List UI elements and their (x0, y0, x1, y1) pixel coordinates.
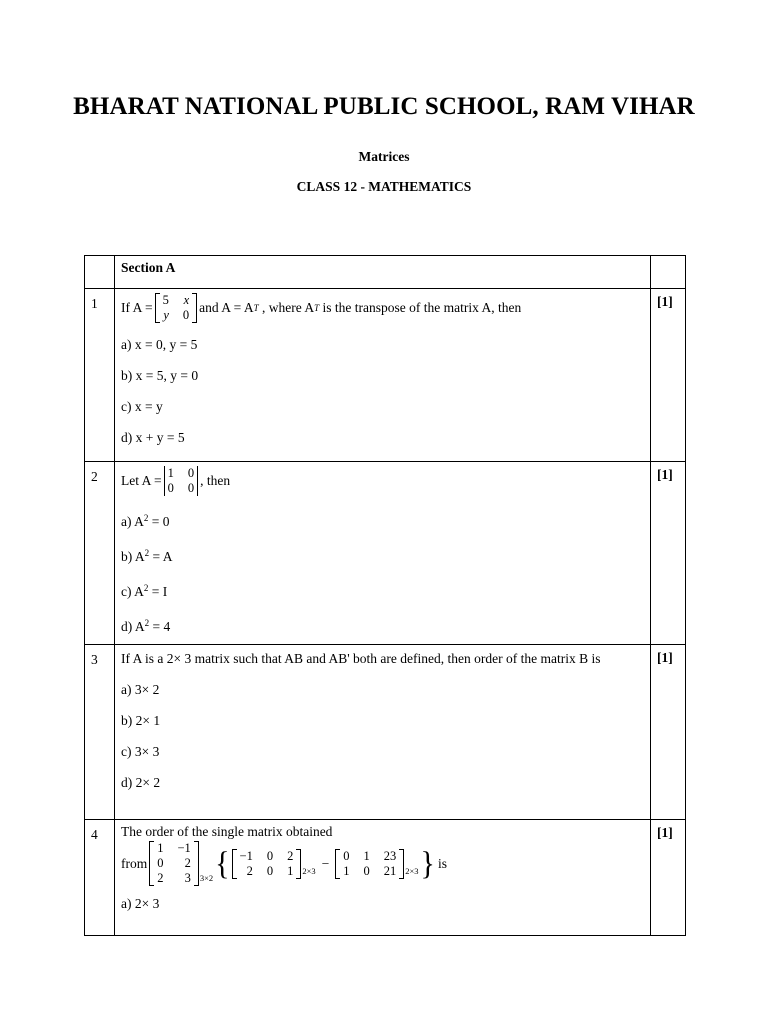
option: b) 2× 1 (121, 713, 161, 728)
question-stem: The order of the single matrix obtained (121, 824, 333, 839)
empty-cell (651, 256, 686, 289)
option: d) $A^2 = 4$ (121, 618, 171, 634)
option: c) 3× 3 (121, 744, 160, 759)
question-table (84, 255, 686, 936)
question-stem: If A is a 2× 3 matrix such that AB and AB' both are defined, then order of the matrix B is (121, 651, 601, 666)
matrix-3: 0 1 23 1 0 21 2×3 (335, 849, 418, 879)
order-subscript: 2×3 (302, 865, 316, 876)
option: d) 2× 2 (121, 775, 161, 790)
question-body (115, 289, 651, 462)
question-number: 1 (85, 289, 115, 462)
option: b) $A^2 = A$ (121, 548, 173, 564)
stem-text: Let A = (121, 473, 162, 488)
matrix-a (155, 293, 198, 323)
option: a) $A^2 = 0$ (121, 513, 170, 529)
section-heading: Section A (115, 256, 651, 289)
question-body (115, 820, 651, 936)
option: a) 3× 2 (121, 682, 160, 697)
right-brace: } (420, 844, 435, 882)
matrix-1: 1 −1 0 2 2 3 3×2 (149, 841, 213, 886)
stem-text: from (121, 855, 148, 871)
matrix-cell: y (163, 308, 169, 322)
stem-text: is the transpose of the matrix A, then (322, 300, 522, 315)
topic-title: Matrices (358, 149, 410, 164)
question-body (115, 462, 651, 645)
question-row (85, 289, 686, 462)
option: b) x = 5, y = 0 (121, 368, 199, 383)
question-row (85, 820, 686, 936)
stem-text: , where A (262, 300, 315, 315)
marks: [1] (651, 462, 686, 645)
option: a) 2× 3 (121, 896, 160, 911)
matrix-cell: 0 (187, 481, 195, 495)
marks: [1] (651, 820, 686, 936)
superscript: T (253, 303, 259, 313)
matrix-cell: 1 (167, 466, 174, 480)
matrix-cell: x (183, 293, 190, 307)
class-title: CLASS 12 - MATHEMATICS (296, 179, 472, 194)
matrix-cell: 0 (187, 466, 195, 480)
stem-text: is (437, 855, 447, 871)
question-row (85, 645, 686, 820)
question-number: 3 (85, 645, 115, 820)
order-subscript: 2×3 (405, 865, 419, 876)
question-body (115, 645, 651, 820)
marks: [1] (651, 645, 686, 820)
question-stem (121, 466, 644, 496)
question-stem (121, 293, 644, 323)
school-name: BHARAT NATIONAL PUBLIC SCHOOL, RAM VIHAR (73, 93, 695, 120)
matrix-cell: 5 (162, 293, 169, 307)
superscript: T (314, 303, 320, 313)
marks: [1] (651, 289, 686, 462)
option: c) $A^2 = I$ (121, 583, 168, 599)
stem-text: and A = A (199, 300, 254, 315)
stem-text: , then (200, 473, 231, 488)
stem-text: If A = (121, 300, 153, 315)
matrix-cell: 0 (167, 481, 174, 495)
question-number: 2 (85, 462, 115, 645)
matrix-2: −1 0 2 2 0 1 2×3 (232, 849, 316, 879)
option: d) x + y = 5 (121, 430, 185, 445)
matrix-cell: 0 (182, 308, 190, 322)
question-row (85, 462, 686, 645)
left-brace: { (215, 844, 230, 882)
minus-sign: − (321, 855, 330, 871)
matrix-a (164, 466, 199, 496)
empty-cell (85, 256, 115, 289)
question-number: 4 (85, 820, 115, 936)
section-row (85, 256, 686, 289)
matrix-expression (121, 841, 644, 886)
option: a) x = 0, y = 5 (121, 337, 198, 352)
option: c) x = y (121, 399, 163, 414)
order-subscript: 3×2 (199, 873, 214, 883)
